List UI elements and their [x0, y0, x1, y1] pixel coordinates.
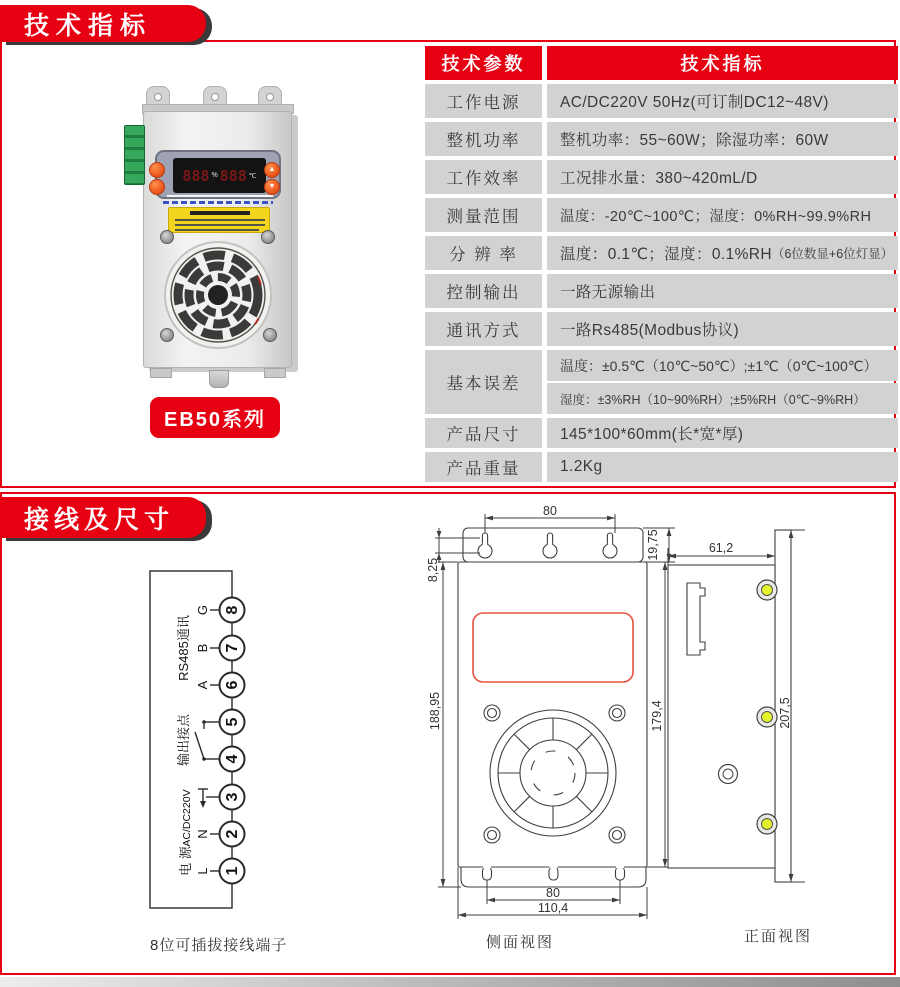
value-line2: 湿度：±3%RH（10~90%RH）;±5%RH（0℃~9%RH）	[547, 383, 898, 414]
terminal-number: 5	[224, 717, 241, 727]
bottom-gradient-bar	[0, 977, 900, 987]
param-cell: 工作电源	[425, 84, 542, 118]
table-row	[425, 160, 898, 194]
mode-button	[149, 179, 165, 195]
dim-8-25: 8,25	[426, 557, 440, 583]
brand-text-line	[163, 201, 273, 204]
terminal-number: 6	[224, 680, 241, 690]
terminal-number: 4	[224, 754, 241, 764]
series-label-text: EB50系列	[163, 409, 267, 431]
ground-icon	[200, 801, 206, 808]
table-row	[425, 312, 898, 346]
param-cell: 测量范围	[425, 198, 542, 232]
group-label-output: 输出接点	[176, 713, 191, 767]
screw	[263, 328, 277, 342]
down-button: ▼	[264, 179, 280, 195]
wiring-section-banner	[0, 497, 206, 538]
table-row	[425, 198, 898, 232]
param-cell: 产品重量	[425, 452, 542, 482]
terminal-number: 1	[224, 866, 241, 876]
dim-110-4: 110,4	[537, 901, 569, 915]
value-stack	[547, 350, 898, 414]
group-label-power-spec: AC/DC220V	[181, 789, 193, 847]
product-photo	[118, 80, 318, 400]
table-row	[425, 84, 898, 118]
series-label	[150, 397, 280, 438]
group-label-rs485: RS485通讯	[176, 615, 191, 681]
value-cell: 整机功率：55~60W；除湿功率：60W	[547, 122, 898, 156]
pin-label-B: B	[195, 643, 210, 653]
terminal-number: 3	[224, 792, 241, 802]
display-bezel	[155, 150, 281, 199]
celsius-unit: ℃	[248, 172, 257, 180]
warning-text-line	[175, 219, 265, 221]
param-cell: 通讯方式	[425, 312, 542, 346]
warning-label	[168, 207, 270, 233]
dim-19-75: 19,75	[646, 529, 660, 561]
set-button	[149, 162, 165, 178]
spec-table	[425, 46, 898, 486]
table-row-double	[425, 350, 898, 414]
param-cell: 整机功率	[425, 122, 542, 156]
terminal-number: 2	[224, 829, 241, 839]
front-view-caption: 正面视图	[743, 928, 813, 945]
table-row	[425, 122, 898, 156]
terminal-number: 8	[224, 605, 241, 615]
spec-table-header	[425, 46, 898, 80]
up-button: ▲	[264, 162, 280, 178]
green-terminal-block	[124, 125, 145, 185]
value-text: 温度：0.1℃；湿度：0.1%RH	[560, 246, 772, 263]
led-display	[173, 158, 266, 193]
dim-61-2: 61,2	[708, 541, 734, 555]
display-window-outline	[473, 613, 633, 682]
humidity-digits: 888	[182, 166, 210, 185]
value-cell: 温度：-20℃~100℃；湿度：0%RH~99.9%RH	[547, 198, 898, 232]
value-cell: 一路Rs485(Modbus协议)	[547, 312, 898, 346]
value-line1: 温度：±0.5℃（10℃~50℃）;±1℃（0℃~100℃）	[547, 350, 898, 381]
table-row	[425, 236, 898, 270]
terminal-number: 7	[224, 643, 241, 653]
pin-label-L: L	[195, 867, 210, 875]
terminal-diagram-caption: 8位可插拔接线端子	[150, 937, 288, 954]
mount-hole	[266, 93, 274, 101]
foot-tab	[150, 368, 172, 378]
mount-hole	[211, 93, 219, 101]
pin-label-A: A	[195, 680, 210, 690]
table-row	[425, 452, 898, 482]
table-row	[425, 418, 898, 448]
dim-top-80: 80	[543, 506, 557, 518]
table-row	[425, 274, 898, 308]
display-divider	[167, 195, 273, 197]
tech-banner-label: 技术指标	[24, 11, 153, 40]
tech-section-banner	[0, 5, 206, 42]
pin-label-G: G	[195, 604, 210, 616]
param-cell: 控制输出	[425, 274, 542, 308]
dim-bottom-80: 80	[546, 886, 560, 900]
dim-207-5: 207,5	[778, 697, 792, 729]
group-label-power: 电 源	[178, 846, 193, 876]
header-param: 技术参数	[425, 46, 542, 80]
value-cell: 一路无源输出	[547, 274, 898, 308]
drain-nozzle	[209, 370, 229, 388]
value-cell: 1.2Kg	[547, 452, 898, 482]
warning-header-bar	[190, 211, 250, 215]
value-cell: 145*100*60mm(长*宽*厚)	[547, 418, 898, 448]
header-value: 技术指标	[547, 46, 898, 80]
pin-label-N: N	[195, 829, 210, 839]
warning-text-line	[175, 229, 259, 231]
fan-grille-drawing	[490, 710, 616, 836]
mount-hole	[154, 93, 162, 101]
percent-unit: %	[211, 172, 218, 179]
wiring-banner-label: 接线及尺寸	[24, 505, 175, 534]
temperature-digits: 888	[219, 166, 247, 185]
screw	[160, 328, 174, 342]
param-cell: 工作效率	[425, 160, 542, 194]
front-view-drawing	[655, 506, 900, 961]
warning-text-line	[175, 224, 265, 226]
param-cell: 分 辨 率	[425, 236, 542, 270]
fan-grille	[158, 235, 278, 355]
dim-179-4: 179,4	[650, 700, 664, 732]
dim-188-95: 188,95	[428, 691, 442, 731]
terminal-wiring-diagram	[140, 560, 260, 915]
value-cell	[547, 236, 898, 270]
value-cell: 工况排水量：380~420mL/D	[547, 160, 898, 194]
value-cell: AC/DC220V 50Hz(可订制DC12~48V)	[547, 84, 898, 118]
side-view-caption: 侧面视图	[485, 934, 555, 951]
value-note: （6位数显+6位灯显）	[771, 247, 894, 261]
param-cell: 基本误差	[425, 350, 542, 414]
param-cell: 产品尺寸	[425, 418, 542, 448]
foot-tab	[264, 368, 286, 378]
